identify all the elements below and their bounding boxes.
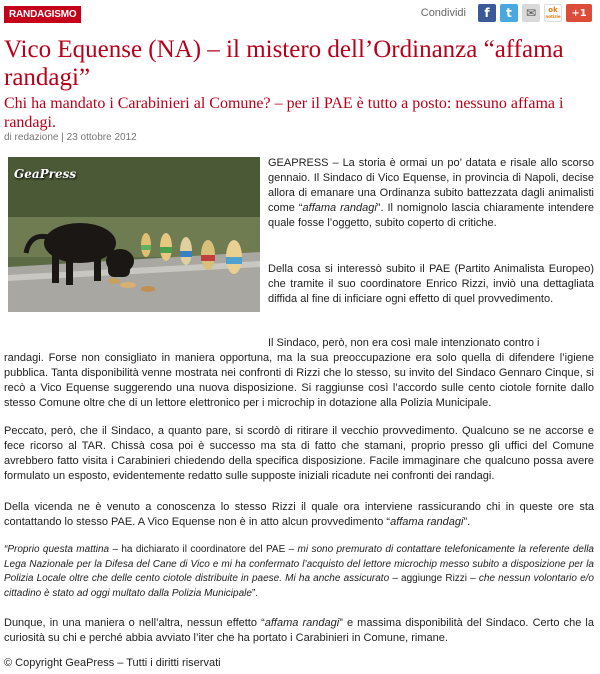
facebook-icon[interactable]: f [478, 4, 496, 22]
quote-part-2: mi sono premurato di contattare telefonicamente la referente della Lega Nazionale per la Difesa del Cane di Vico e mi ha confermato l’acquisto del lettore microchip messo subito a disposizione per la Polizia Locale oltre che delle cento ciotole distribuite in paese. Mi ha anche assicurato [4, 544, 594, 584]
paragraph-1 [268, 156, 594, 231]
paragraph-5-emphasis: affama randagi [390, 516, 464, 528]
paragraph-5-text-b: ”. [463, 516, 471, 528]
quote-part-3: che nessun volontario e/o cittadino è stato ad oggi multato dalla Polizia Municipale [4, 573, 594, 599]
oknotizie-icon[interactable] [544, 4, 562, 22]
oknotizie-sub: notizie [545, 14, 561, 19]
share-bar [421, 4, 592, 22]
article-photo [8, 157, 260, 312]
paragraph-2: Della cosa si interessò subito il PAE (Partito Animalista Europeo) che tramite il suo coordinatore Enrico Rizzi, inviò una dettagliata diffida al fine di inficiare ogni effetto di quel provvedimento. [268, 263, 594, 305]
article-title: Vico Equense (NA) – il mistero dell’Ordinanza “affama randagi” [4, 36, 564, 91]
paragraph-3: randagi. Forse non consigliato in maniera opportuna, ma la sua preoccupazione era solo quella di difendere l’igiene pubblica. Tanta disponibilità venne mostrata nei confronti di Rizzi che lo stesso, su invito del Sindaco Gennaro Cinque, si recò a Vico Equense suggerendo una nuova disposizione. Si raggiunse così l’accordo sulle cento ciotole fornite dallo stesso Comune oltre che di un lettore elettronico per i microchip in dotazione alla Polizia Municipale. [4, 352, 594, 409]
paragraph-3-first-line: Il Sindaco, però, non era così male intenzionato contro i [268, 337, 540, 349]
quote-attribution-1: – ha dichiarato il coordinatore del PAE – [109, 544, 298, 555]
paragraph-1-text-a: GEAPRESS – La storia è ormai un po’ datata e risale allo scorso gennaio. Il Sindaco di Vico Equense, in provincia di Napoli, decise allora di emanare una Ordinanza subito battezzata dagli animalisti come “ [268, 157, 594, 214]
quote-part-1: “Proprio questa mattina [4, 544, 110, 555]
paragraph-7 [4, 616, 594, 646]
article-subtitle: Chi ha mandato i Carabinieri al Comune? – per il PAE è tutto a posto: nessuno affama i randagi. [4, 95, 564, 131]
paragraph-7-text-b: ” e massima disponibilità del Sindaco. Certo che la curiosità su chi e perché abbia avviato l’iter che ha portato i Carabinieri in Comune, rimane. [4, 617, 594, 644]
twitter-icon[interactable]: t [500, 4, 518, 22]
quote-close: ”. [251, 587, 259, 599]
copyright-notice: © Copyright GeaPress – Tutti i diritti riservati [4, 657, 221, 669]
email-icon[interactable]: ✉ [522, 4, 540, 22]
paragraph-4: Peccato, però, che il Sindaco, a quanto pare, si scordò di ritirare il vecchio provvedimento. Qualcuno se ne accorse e fece ricorso al TAR. Chissà cosa poi è successo ma sta di fatto che stamani, proprio presso gli uffici del Comune avrebbero fatto visita i Carabinieri chiedendo della specifica disposizione. Facile immaginare che qualcuno possa avere formulato un esposto, evidentemente redatto sulle supposte iniziali ricadute nei confronti dei randagi. [4, 425, 594, 482]
photo-watermark-logo: GeaPress [14, 167, 77, 181]
paragraph-5 [4, 500, 594, 530]
paragraph-5-text-a: Della vicenda ne è venuto a conoscenza lo stesso Rizzi il quale ora interviene rassicurando chi in queste ore sta contattando lo stesso PAE. A Vico Equense non è in atto alcun provvedimento “ [4, 501, 594, 528]
top-bar [4, 4, 596, 26]
article-byline: di redazione | 23 ottobre 2012 [4, 132, 137, 143]
paragraph-7-text-a: Dunque, in una maniera o nell’altra, nessun effetto “ [4, 617, 265, 629]
paragraph-1-text-b: ”. Il nomignolo lascia chiaramente intendere quale fosse l’oggetto, subito coperto di critiche. [268, 202, 595, 229]
google-plus-icon[interactable]: +1 [566, 4, 592, 22]
paragraph-7-emphasis: affama randagi [264, 617, 340, 629]
oknotizie-label: ok [548, 6, 558, 14]
paragraph-1-emphasis: affama randagi [302, 202, 377, 214]
category-tag[interactable]: RANDAGISMO [4, 6, 81, 23]
share-label: Condividi [420, 7, 466, 19]
quote-attribution-2: – aggiunge Rizzi – [389, 573, 479, 584]
quote-paragraph [4, 543, 594, 601]
